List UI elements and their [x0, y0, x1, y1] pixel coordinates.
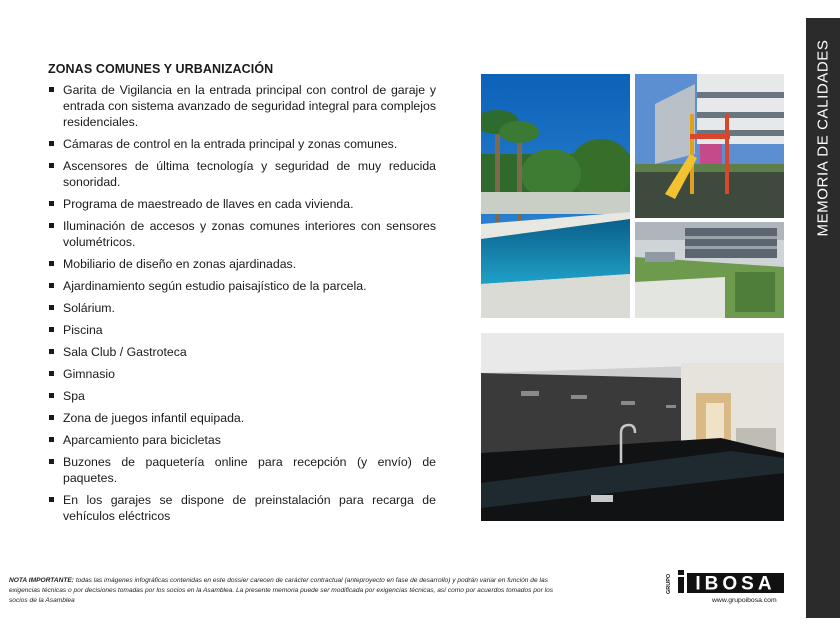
- list-item: En los garajes se dispone de preinstalación para recarga de vehículos eléctricos: [48, 492, 436, 524]
- pool-photo: [481, 74, 630, 318]
- list-item: Gimnasio: [48, 366, 436, 382]
- features-list: [48, 82, 436, 530]
- list-item: Ajardinamiento según estudio paisajístico de la parcela.: [48, 278, 436, 294]
- aerial-photo: [635, 222, 784, 318]
- important-note: [9, 576, 565, 606]
- list-item: Solárium.: [48, 300, 436, 316]
- list-item: Programa de maestreado de llaves en cada vivienda.: [48, 196, 436, 212]
- logo-url[interactable]: www.grupoibosa.com: [712, 597, 777, 604]
- note-label: NOTA IMPORTANTE:: [9, 577, 74, 584]
- side-title: MEMORIA DE CALIDADES: [814, 39, 832, 237]
- list-item: Cámaras de control en la entrada principal y zonas comunes.: [48, 136, 436, 152]
- list-item: Buzones de paquetería online para recepción (y envío) de paquetes.: [48, 454, 436, 486]
- list-item: Zona de juegos infantil equipada.: [48, 410, 436, 426]
- list-item: Aparcamiento para bicicletas: [48, 432, 436, 448]
- list-item: Garita de Vigilancia en la entrada principal con control de garaje y entrada con sistema avanzado de seguridad integral para complejos residenciales.: [48, 82, 436, 130]
- list-item: Iluminación de accesos y zonas comunes interiores con sensores volumétricos.: [48, 218, 436, 250]
- list-item: Sala Club / Gastroteca: [48, 344, 436, 360]
- list-item: Mobiliario de diseño en zonas ajardinadas.: [48, 256, 436, 272]
- playground-photo: [635, 74, 784, 218]
- section-heading: ZONAS COMUNES Y URBANIZACIÓN: [48, 62, 274, 76]
- ibosa-logo: [676, 569, 786, 593]
- note-text: todas las imágenes infográficas contenidas en este dossier carecen de carácter contractual (anteproyecto en fase de desarrollo) y podrán variar en función de las exigencias técnicas o por decisiones tomadas por los socios en la Asamblea. La presente memoria puede ser modificada por exigencias técnicas, así como por acuerdos tomados por los socios de la Asamblea: [9, 577, 554, 604]
- list-item: Ascensores de última tecnología y seguridad de muy reducida sonoridad.: [48, 158, 436, 190]
- logo-brand: IBOSA: [695, 573, 776, 593]
- spa-photo: [481, 333, 784, 521]
- list-item: Spa: [48, 388, 436, 404]
- list-item: Piscina: [48, 322, 436, 338]
